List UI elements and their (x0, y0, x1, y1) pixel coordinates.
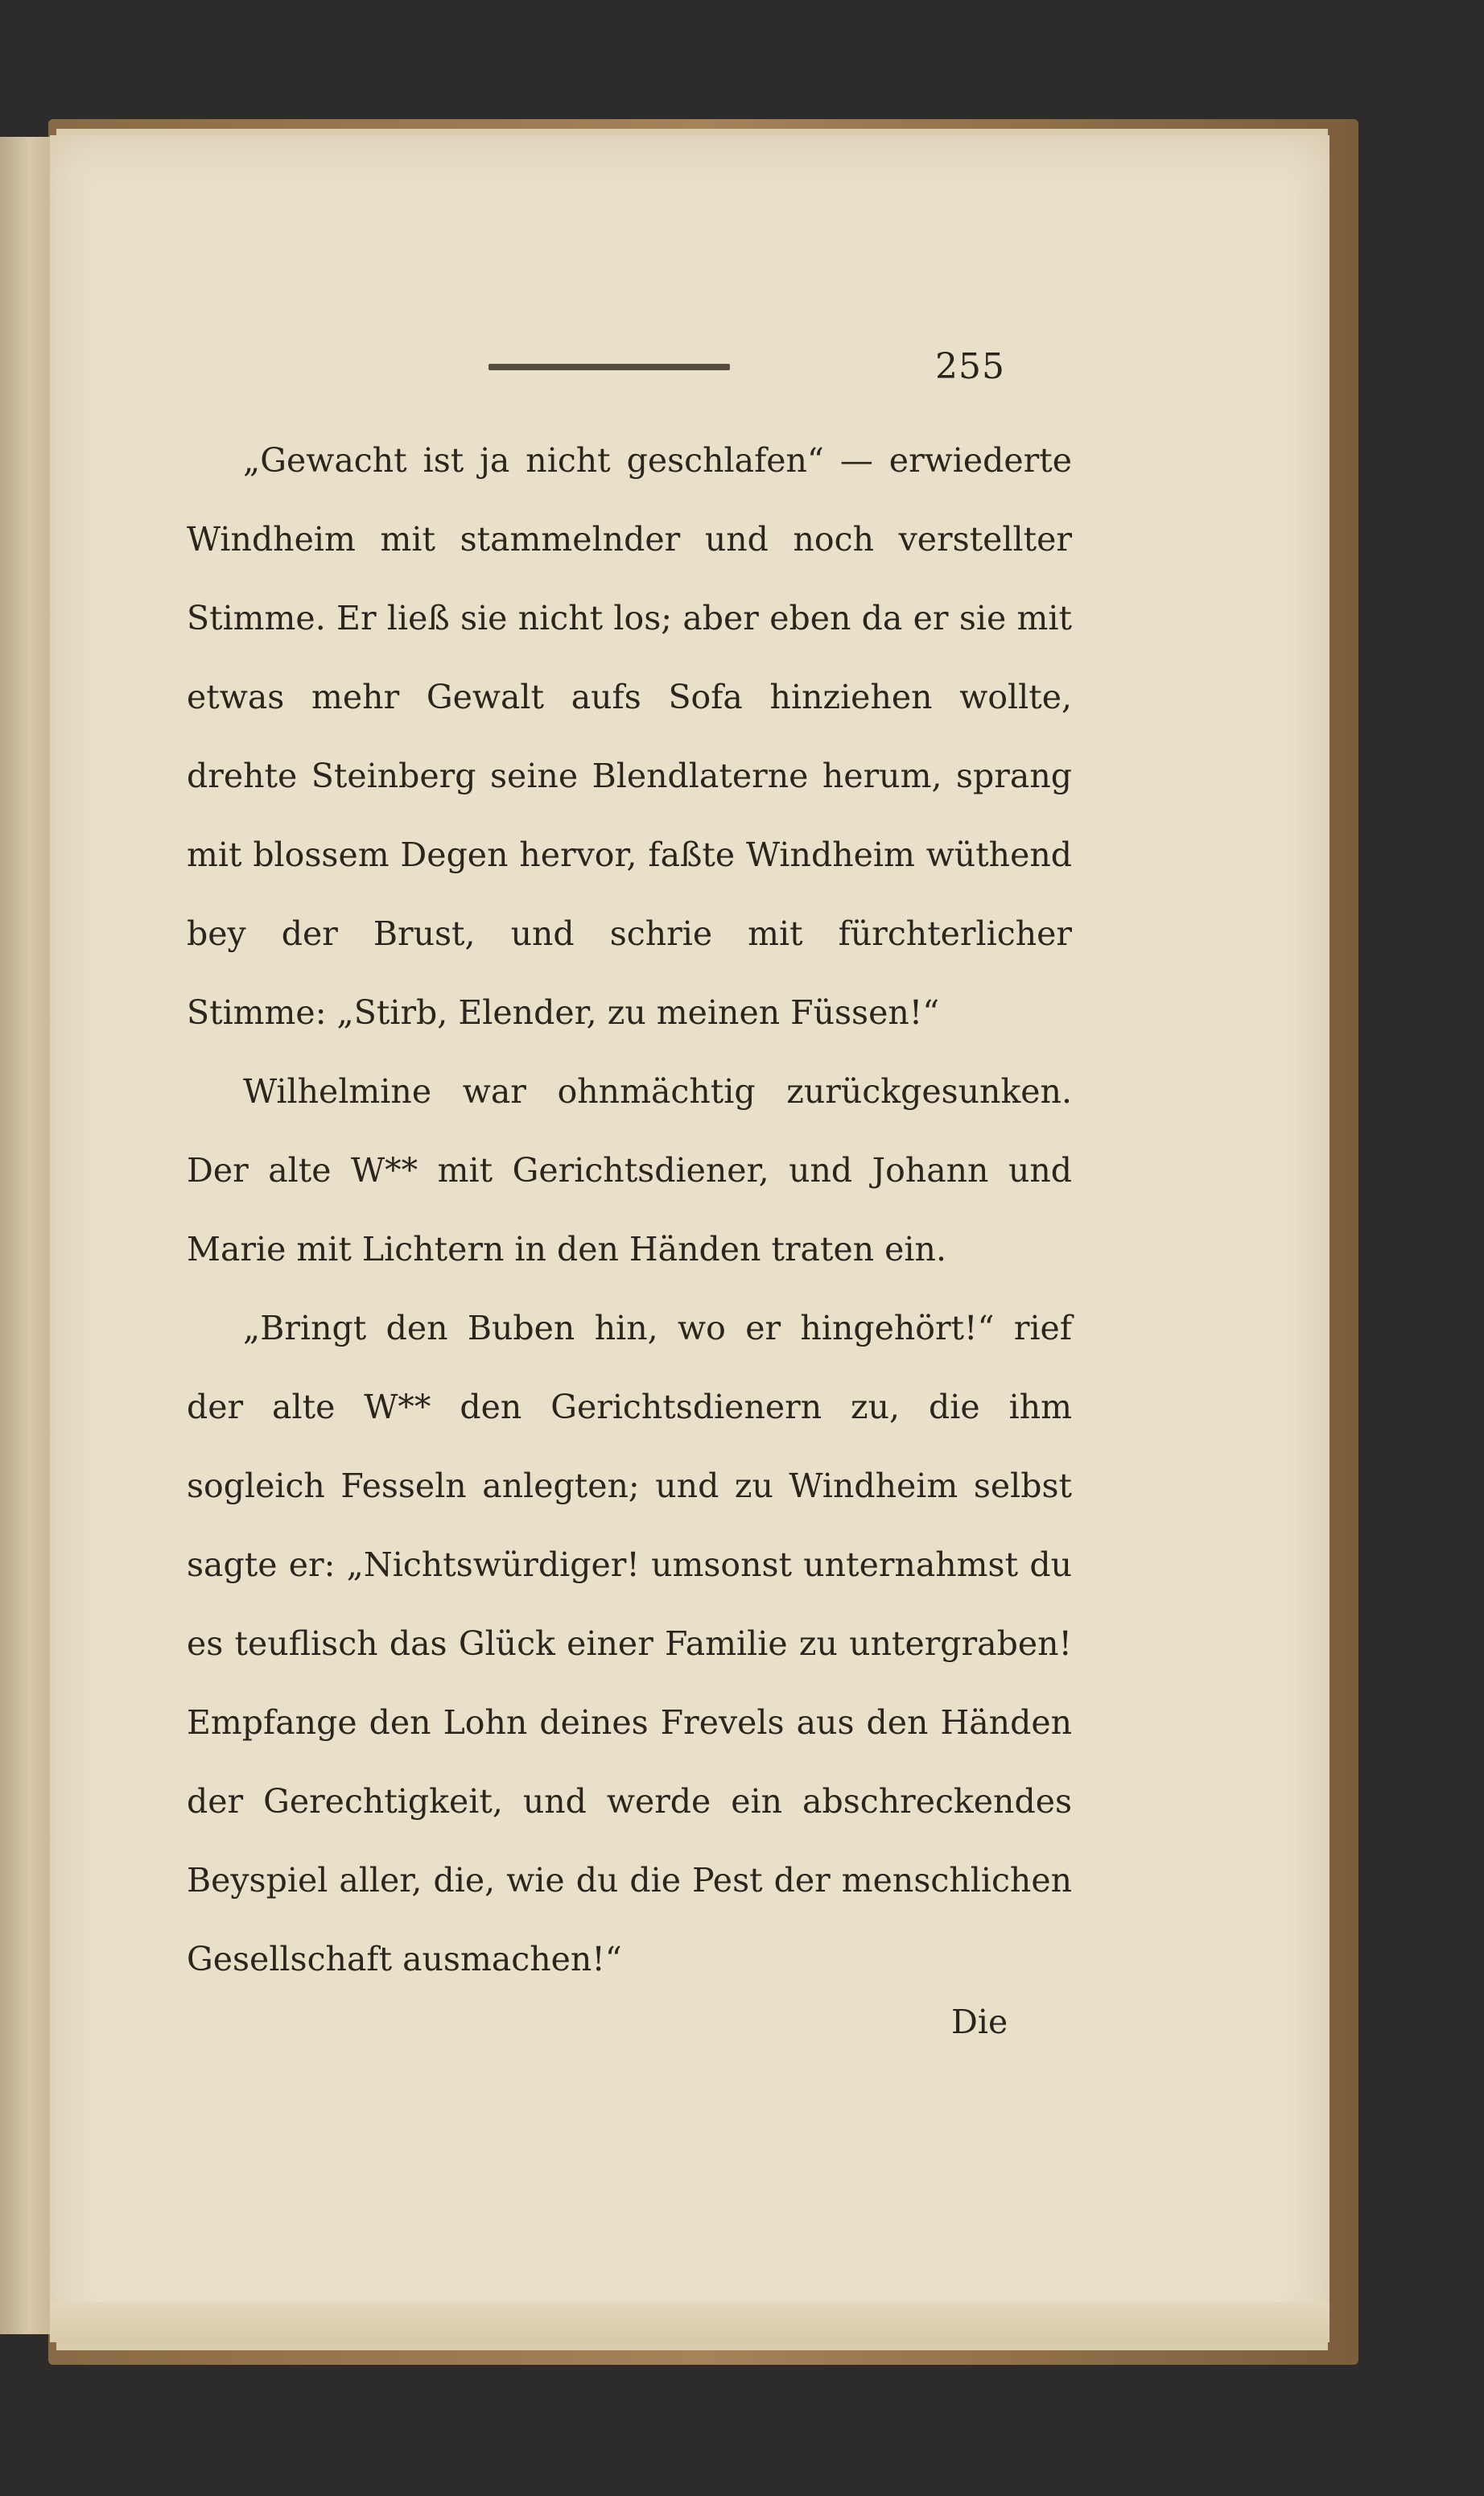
body-text (187, 421, 1072, 1999)
page-bottom-edge (50, 2302, 1329, 2342)
book-page (50, 135, 1329, 2341)
header-rule (488, 364, 730, 370)
paragraph-1: „Gewacht ist ja nicht geschlafen“ — erwiederte Windheim mit stammelnder und noch verstellter Stimme. Er ließ sie nicht los; aber eben da er sie mit etwas mehr Gewalt aufs Sofa hinziehen wollte, drehte Steinberg seine Blendlaterne herum, sprang mit blossem Degen hervor, faßte Windheim wüthend bey der Brust, und schrie mit fürchterlicher Stimme: „Stirb, Elender, zu meinen Füssen!“ (187, 441, 1072, 1032)
paragraph-3: „Bringt den Buben hin, wo er hingehört!“ rief der alte W** den Gerichtsdienern zu, die ihm sogleich Fesseln anlegten; und zu Windheim selbst sagte er: „Nichtswürdiger! umsonst unternahmst du es teuflisch das Glück einer Familie zu untergraben! Empfange den Lohn deines Frevels aus den Händen der Gerechtigkeit, und werde ein abschreckendes Beyspiel aller, die, wie du die Pest der menschlichen Gesellschaft ausmachen!“ (187, 1309, 1072, 1978)
page-number: 255 (935, 346, 1005, 387)
facing-page-edge (0, 137, 50, 2334)
paragraph-2: Wilhelmine war ohnmächtig zurückgesunken. Der alte W** mit Gerichtsdiener, und Johann und Marie mit Lichtern in den Händen traten ein. (187, 1072, 1072, 1269)
catchword: Die (951, 2003, 1008, 2041)
